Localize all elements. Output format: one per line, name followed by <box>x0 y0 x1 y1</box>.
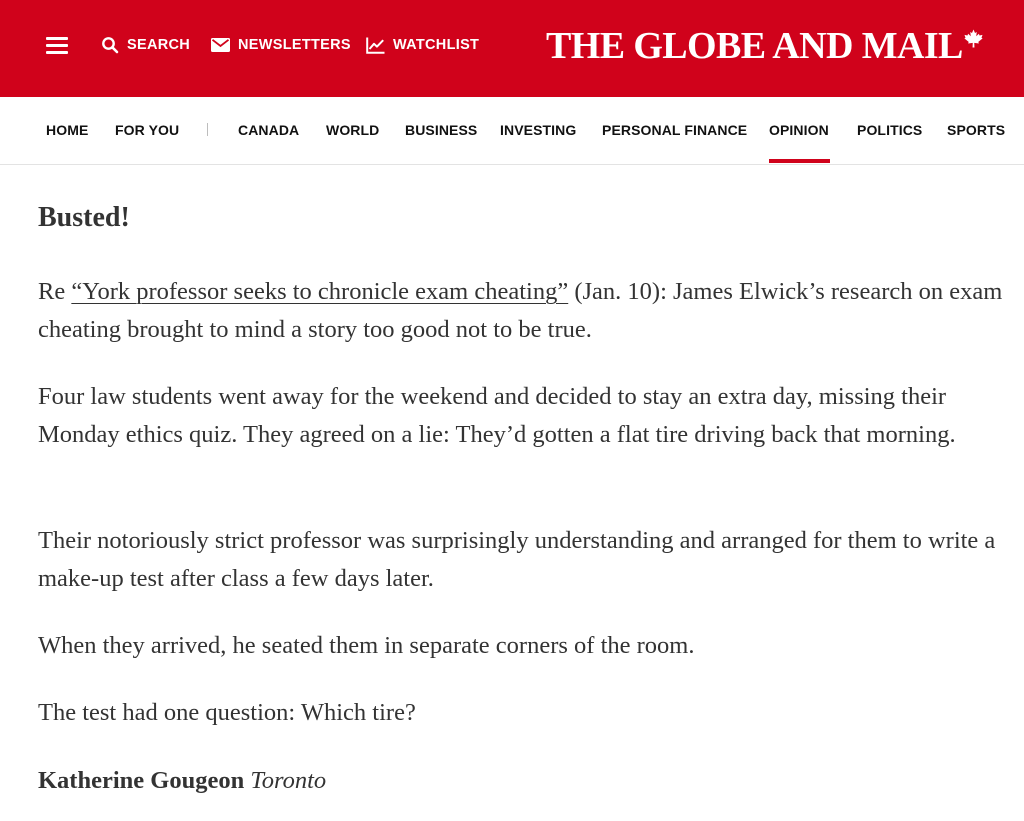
article-paragraph <box>38 273 1006 349</box>
author-name: Katherine Gougeon <box>38 767 245 794</box>
nav-investing[interactable]: INVESTING <box>500 122 577 138</box>
article-paragraph: Four law students went away for the weekend and decided to stay an extra day, missing their Monday ethics quiz. They agreed on a lie: They’d gotten a flat tire driving back that morning. <box>38 383 956 448</box>
article-headline: Busted! <box>38 202 130 233</box>
author-city: Toronto <box>250 767 327 794</box>
nav-world[interactable]: WORLD <box>326 122 380 138</box>
hamburger-icon[interactable] <box>46 35 68 55</box>
masthead-logo[interactable] <box>546 24 983 68</box>
top-bar <box>0 0 1024 97</box>
newsletters-label: NEWSLETTERS <box>238 37 351 53</box>
referenced-article-link[interactable]: “York professor seeks to chronicle exam cheating” <box>71 278 569 305</box>
nav-personal-finance[interactable]: PERSONAL FINANCE <box>602 122 748 138</box>
newsletters-button[interactable] <box>211 34 351 56</box>
masthead-text: THE GLOBE AND MAIL <box>546 25 963 67</box>
article-paragraph: When they arrived, he seated them in separate corners of the room. <box>38 632 695 659</box>
watchlist-button[interactable] <box>366 34 479 56</box>
nav-home[interactable]: HOME <box>46 122 89 138</box>
maple-leaf-icon <box>964 29 983 48</box>
nav-opinion[interactable]: OPINION <box>769 122 829 138</box>
nav-canada[interactable]: CANADA <box>238 122 300 138</box>
paragraph-prefix: Re <box>38 278 72 305</box>
active-nav-indicator <box>769 159 830 163</box>
section-nav <box>0 97 1024 165</box>
nav-for-you[interactable]: FOR YOU <box>115 122 180 138</box>
line-chart-icon <box>366 37 385 54</box>
search-icon <box>101 36 119 54</box>
letter-signature <box>38 763 326 799</box>
search-button[interactable] <box>101 34 190 56</box>
watchlist-label: WATCHLIST <box>393 37 480 53</box>
nav-politics[interactable]: POLITICS <box>857 122 923 138</box>
nav-divider <box>207 123 208 136</box>
article-paragraph: Their notoriously strict professor was surprisingly understanding and arranged for them to write a make-up test after class a few days later. <box>38 527 996 592</box>
envelope-icon <box>211 38 230 52</box>
nav-business[interactable]: BUSINESS <box>405 122 478 138</box>
paragraph-text: (Jan. 10): James Elwick’s research on exam cheating brought to mind a story too good not to be true. <box>38 278 1003 343</box>
nav-sports[interactable]: SPORTS <box>947 122 1006 138</box>
search-label: SEARCH <box>127 37 191 53</box>
article-paragraph: The test had one question: Which tire? <box>38 699 416 726</box>
